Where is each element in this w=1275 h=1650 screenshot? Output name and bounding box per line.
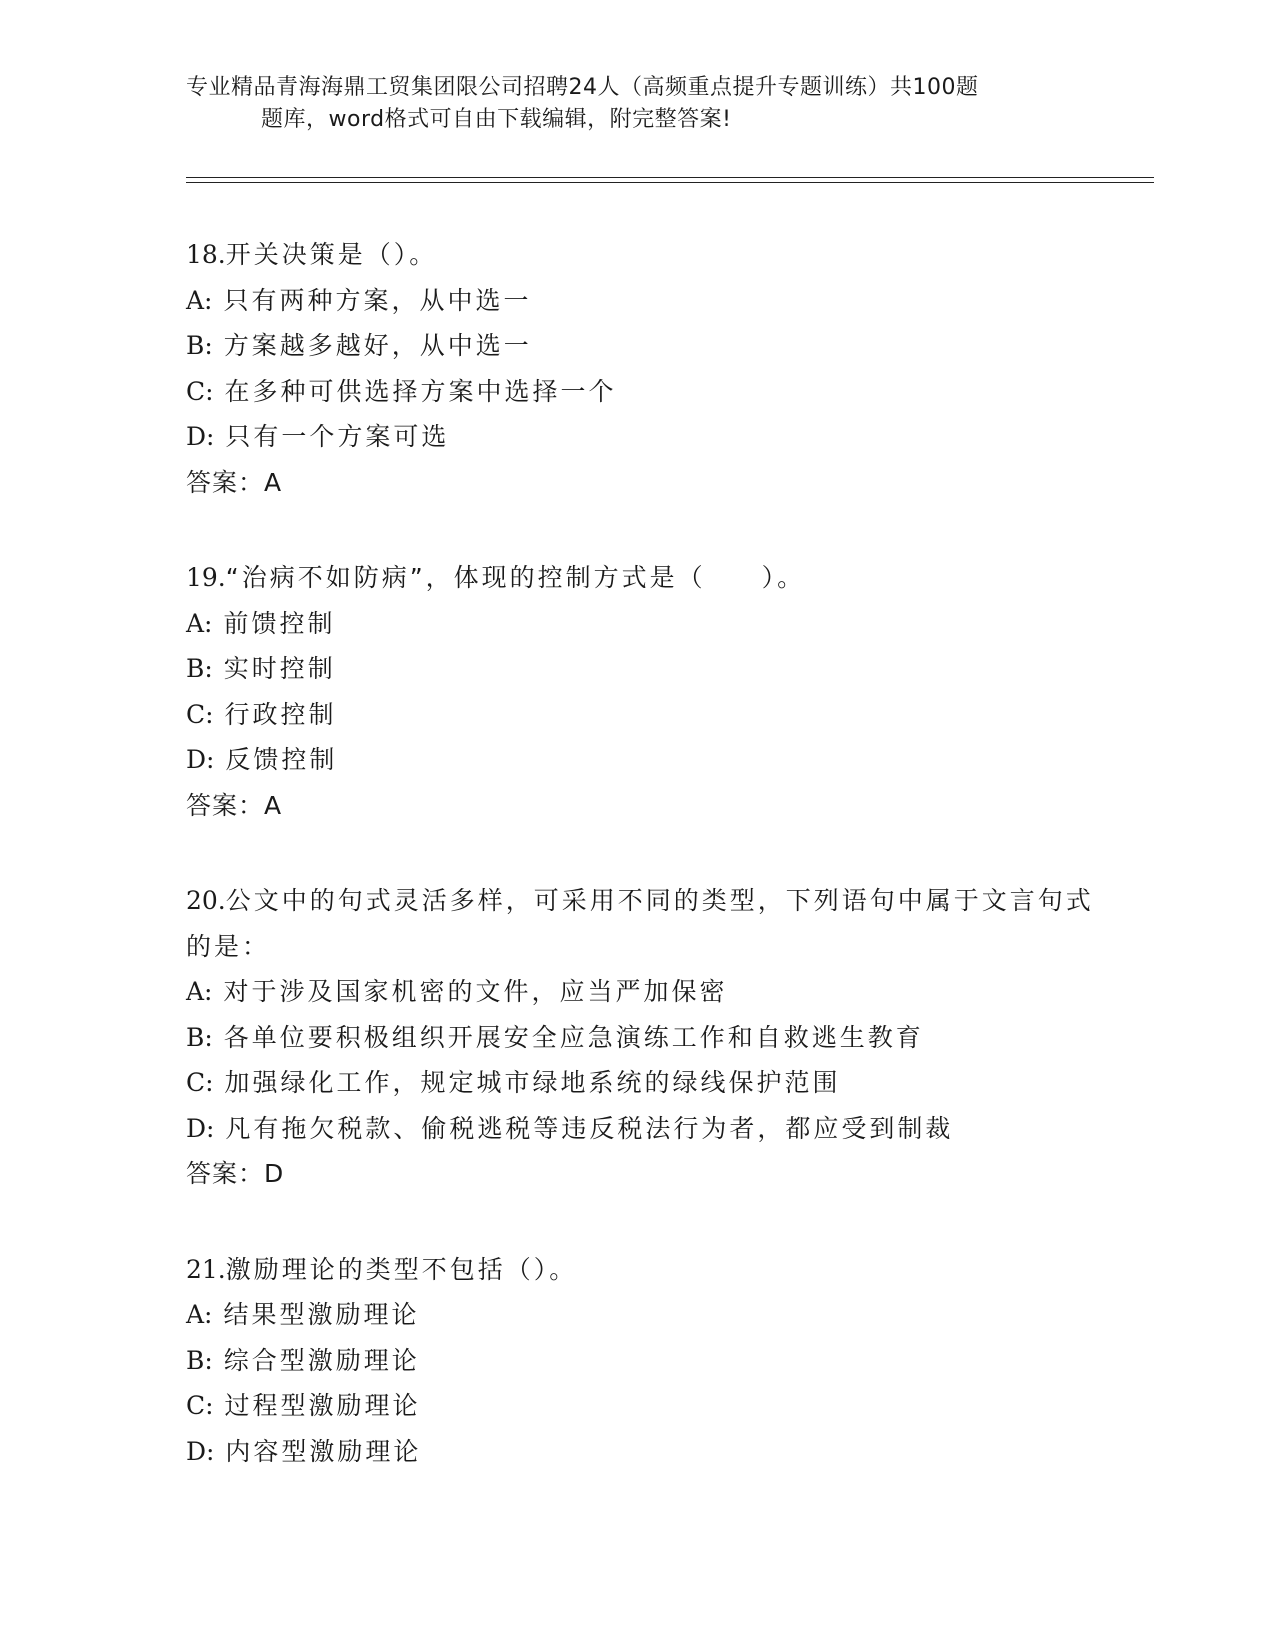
option-text: 方案越多越好，从中选一	[223, 331, 532, 360]
option-b	[186, 1338, 1106, 1384]
header-title-line-2: 题库，word格式可自由下载编辑，附完整答案!	[261, 107, 732, 132]
header-divider-top	[186, 177, 1154, 178]
option-d	[186, 737, 1106, 783]
question-21	[186, 1247, 1106, 1475]
option-letter: B:	[186, 1345, 213, 1375]
option-b	[186, 1015, 1106, 1061]
option-text: 反馈控制	[225, 745, 338, 774]
option-letter: A:	[186, 285, 213, 315]
option-letter: C:	[186, 376, 214, 406]
option-letter: A:	[186, 977, 213, 1006]
question-number: 20.	[186, 886, 226, 915]
header-divider-bottom	[186, 182, 1154, 183]
option-a	[186, 969, 1106, 1015]
question-20	[186, 878, 1106, 1197]
option-letter: D:	[186, 422, 215, 451]
question-number: 18.	[186, 240, 226, 269]
option-letter: C:	[186, 1068, 214, 1097]
option-letter: B:	[186, 654, 213, 683]
question-stem	[186, 232, 1106, 278]
option-text: 行政控制	[224, 699, 337, 729]
option-letter: B:	[186, 1022, 213, 1052]
header-title-line-1: 专业精品青海海鼎工贸集团限公司招聘24人（高频重点提升专题训练）共100题	[186, 75, 979, 100]
answer-line: 答案：A	[186, 467, 283, 497]
option-c	[186, 1060, 1106, 1106]
option-text: 凡有拖欠税款、偷税逃税等违反税法行为者，都应受到制裁	[225, 1113, 954, 1143]
option-text: 只有一个方案可选	[225, 422, 450, 451]
option-a	[186, 278, 1106, 324]
option-text: 前馈控制	[223, 608, 336, 638]
option-d	[186, 1429, 1106, 1475]
option-text: 内容型激励理论	[225, 1436, 422, 1466]
question-18	[186, 232, 1106, 505]
option-text: 加强绿化工作，规定城市绿地系统的绿线保护范围	[224, 1068, 841, 1097]
question-text: 开关决策是（）。	[225, 240, 438, 269]
question-text: 激励理论的类型不包括（）。	[225, 1254, 578, 1284]
option-a	[186, 601, 1106, 647]
option-letter: C:	[186, 699, 214, 729]
option-d	[186, 414, 1106, 460]
question-list	[186, 232, 1106, 1524]
option-c	[186, 692, 1106, 738]
question-19	[186, 555, 1106, 828]
option-letter: C:	[186, 1391, 214, 1420]
option-text: 过程型激励理论	[224, 1391, 421, 1420]
option-text: 各单位要积极组织开展安全应急演练工作和自救逃生教育	[223, 1022, 924, 1052]
option-a	[186, 1292, 1106, 1338]
option-b	[186, 646, 1106, 692]
question-stem	[186, 1247, 1106, 1293]
document-header	[186, 72, 1086, 136]
answer-line: 答案：D	[186, 1159, 285, 1188]
option-d	[186, 1106, 1106, 1152]
question-text: “治病不如防病”，体现的控制方式是（ ）。	[225, 563, 806, 592]
option-letter: A:	[186, 1300, 213, 1329]
option-letter: D:	[186, 1113, 215, 1143]
answer-line: 答案：A	[186, 790, 283, 820]
option-text: 只有两种方案，从中选一	[223, 285, 532, 315]
option-text: 综合型激励理论	[223, 1345, 420, 1375]
option-text: 结果型激励理论	[223, 1300, 420, 1329]
question-number: 19.	[186, 563, 226, 592]
option-c	[186, 1383, 1106, 1429]
question-number: 21.	[186, 1254, 226, 1284]
option-b	[186, 323, 1106, 369]
question-text: 公文中的句式灵活多样，可采用不同的类型，下列语句中属于文言句式的是：	[186, 886, 1094, 961]
option-text: 对于涉及国家机密的文件，应当严加保密	[223, 977, 728, 1006]
option-letter: D:	[186, 745, 215, 774]
option-c	[186, 369, 1106, 415]
question-stem	[186, 878, 1106, 969]
question-stem	[186, 555, 1106, 601]
option-text: 在多种可供选择方案中选择一个	[224, 376, 617, 406]
option-letter: D:	[186, 1436, 215, 1466]
option-letter: B:	[186, 331, 213, 360]
option-text: 实时控制	[223, 654, 336, 683]
option-letter: A:	[186, 608, 213, 638]
